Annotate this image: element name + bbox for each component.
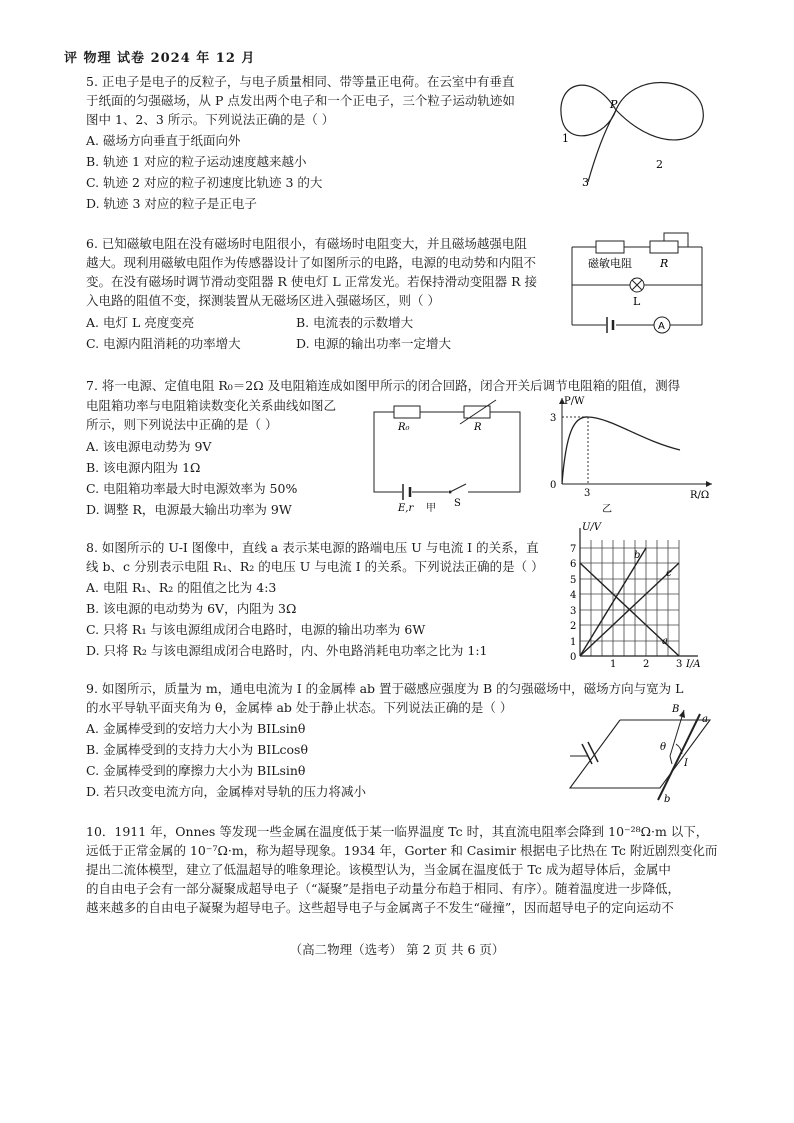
q8-x-tick: 1	[610, 659, 617, 668]
q7-r-label: R	[474, 422, 482, 433]
q7-option-a: A. 该电源电动势为 9V	[86, 439, 212, 454]
q8-y-tick: 4	[570, 590, 577, 601]
q5-option-c: C. 轨迹 2 对应的粒子初速度比轨迹 3 的大	[86, 175, 323, 190]
q9-theta-label: θ	[660, 742, 667, 753]
q8-uv-axis-label: U/V	[582, 522, 602, 533]
q7-rw-axis-label: R/Ω	[690, 490, 710, 501]
q8-ia-axis-label: I/A	[686, 659, 701, 668]
q7-line-1: 7. 将一电源、定值电阻 R₀＝2Ω 及电阻箱连成如图甲所示的闭合回路，闭合开关后调节电阻箱的阻值，测得	[86, 378, 681, 393]
q6-rheostat-label: R	[660, 257, 669, 270]
q7-switch-label: S	[454, 498, 461, 509]
q8-y-tick: 5	[570, 575, 577, 586]
q9-line-1: 9. 如图所示，质量为 m，通电电流为 I 的金属棒 ab 置于磁感应强度为 B 的匀强磁场中，磁场方向与宽为 L	[86, 681, 684, 696]
q8-option-b: B. 该电源的电动势为 6V，内阻为 3Ω	[86, 601, 297, 616]
q6-option-a: A. 电灯 L 亮度变亮	[86, 315, 195, 330]
q5-line-2: 于纸面的匀强磁场，从 P 点发出两个电子和一个正电子，三个粒子运动轨迹如	[86, 93, 515, 108]
q8-y-tick: 7	[570, 544, 577, 555]
q9-option-b: B. 金属棒受到的支持力大小为 BILcosθ	[86, 742, 308, 757]
q7-option-b: B. 该电源内阻为 1Ω	[86, 460, 201, 475]
q7-line-2: 电阻箱功率与电阻箱读数变化关系曲线如图乙	[86, 398, 337, 413]
q7-origin-label: 0	[550, 480, 557, 491]
q5-line-3: 图中 1、2、3 所示。下列说法正确的是（ ）	[86, 112, 335, 127]
q5-line-1: 5. 正电子是电子的反粒子，与电子质量相同、带等量正电荷。在云室中有垂直	[86, 74, 515, 89]
q7-fig-jia-label: 甲	[426, 503, 436, 514]
q8-ui-graph	[558, 520, 718, 668]
q8-y-tick: 2	[570, 621, 577, 632]
q9-end-b-label: b	[664, 794, 671, 805]
q9-option-a: A. 金属棒受到的安培力大小为 BILsinθ	[86, 721, 306, 736]
q9-end-a-label: a	[702, 714, 708, 725]
q7-power-curve-figure-yi	[540, 392, 720, 514]
q7-r0-label: R₀	[398, 422, 410, 433]
q6-lamp-label: L	[633, 295, 641, 308]
q10-line-3: 提出二流体模型，建立了低温超导的唯象理论。该模型认为，当金属在温度低于 Tc 成为超导体后，金属中	[86, 862, 671, 877]
q8-line-c-label: c	[666, 568, 672, 579]
q7-circuit-figure-jia	[368, 398, 528, 514]
q9-option-c: C. 金属棒受到的摩擦力大小为 BILsinθ	[86, 763, 306, 778]
q7-pw-axis-label: P/W	[564, 396, 585, 407]
q9-current-label: I	[684, 758, 688, 769]
q8-option-c: C. 只将 R₁ 与该电源组成闭合电路时，电源的输出功率为 6W	[86, 622, 426, 637]
q6-ammeter-label: A	[658, 321, 665, 332]
q10-line-4: 的自由电子会有一部分凝聚成超导电子（“凝聚”是指电子动量分布趋于相同、有序）。随着温度进一步降低，	[86, 881, 681, 896]
q6-magnetoresistor-label: 磁敏电阻	[588, 257, 632, 270]
q8-line-2: 线 b、c 分别表示电阻 R₁、R₂ 的电压 U 与电流 I 的关系。下列说法正确的是（ ）	[86, 559, 544, 574]
q10-line-5: 越来越多的自由电子凝聚为超导电子。这些超导电子与金属离子不发生“碰撞”，因而超导电子的定向运动不	[86, 900, 674, 915]
q8-line-1: 8. 如图所示的 U-I 图像中，直线 a 表示某电源的路端电压 U 与电流 I 的关系，直	[86, 540, 539, 555]
q8-option-a: A. 电阻 R₁、R₂ 的阻值之比为 4:3	[86, 580, 277, 595]
q8-line-b-label: b	[634, 550, 641, 561]
q5-option-b: B. 轨迹 1 对应的粒子运动速度越来越小	[86, 154, 307, 169]
q9-rail-figure	[560, 700, 730, 805]
q6-line-4: 入电路的阻值不变，探测装置从无磁场区进入强磁场区，则（ ）	[86, 293, 440, 308]
q10-line-2: 远低于正常金属的 10⁻⁷Ω·m，称为超导现象。1934 年，Gorter 和 Casimir 根据电子比热在 Tc 附近剧烈变化而	[86, 843, 718, 858]
q5-track-1-label: 1	[562, 132, 569, 145]
q9-b-field-label: B	[672, 704, 680, 715]
q8-x-tick: 2	[643, 659, 650, 668]
q5-track-3-label: 3	[582, 176, 589, 189]
q7-er-label: E,r	[398, 503, 414, 514]
q6-line-2: 越大。现利用磁敏电阻作为传感器设计了如图所示的电路，电源的电动势和内阻不	[86, 255, 537, 270]
q7-line-3: 所示，则下列说法中正确的是（ ）	[86, 417, 278, 432]
q6-option-d: D. 电源的输出功率一定增大	[296, 336, 452, 351]
q9-line-2: 的水平导轨平面夹角为 θ，金属棒 ab 处于静止状态。下列说法正确的是（ ）	[86, 700, 513, 715]
q6-line-1: 6. 已知磁敏电阻在没有磁场时电阻很小，有磁场时电阻变大，并且磁场越强电阻	[86, 236, 527, 251]
q5-track-2-label: 2	[656, 158, 663, 171]
q8-y-tick: 1	[570, 637, 577, 648]
q6-option-b: B. 电流表的示数增大	[296, 315, 414, 330]
page-footer: （高二物理（选考） 第 2 页 共 6 页）	[289, 942, 505, 957]
q7-y-tick-3: 3	[550, 413, 557, 424]
q8-y-tick: 0	[570, 652, 577, 663]
q7-x-tick-3: 3	[584, 488, 591, 499]
q5-trajectory-figure	[552, 72, 742, 197]
page-header: 评 物理 试卷 2024 年 12 月	[64, 51, 256, 66]
q7-option-d: D. 调整 R，电源最大输出功率为 9W	[86, 502, 292, 517]
q8-line-a-label: a	[662, 636, 668, 647]
q8-y-tick: 3	[570, 606, 577, 617]
q8-y-tick: 6	[570, 559, 577, 570]
q6-line-3: 变。在没有磁场时调节滑动变阻器 R 使电灯 L 正常发光。若保持滑动变阻器 R 接	[86, 274, 537, 289]
q9-option-d: D. 若只改变电流方向，金属棒对导轨的压力将减小	[86, 784, 367, 799]
q8-x-tick: 3	[676, 659, 683, 668]
q6-option-c: C. 电源内阻消耗的功率增大	[86, 336, 241, 351]
q5-option-a: A. 磁场方向垂直于纸面向外	[86, 133, 241, 148]
q10-line-1: 10．1911 年，Onnes 等发现一些金属在温度低于某一临界温度 Tc 时，其直流电阻率会降到 10⁻²⁸Ω·m 以下，	[86, 824, 709, 839]
q5-option-d: D. 轨迹 3 对应的粒子是正电子	[86, 196, 257, 211]
q5-point-p: P	[610, 98, 618, 111]
q7-option-c: C. 电阻箱功率最大时电源效率为 50%	[86, 481, 298, 496]
q6-circuit-figure	[562, 225, 712, 335]
q8-option-d: D. 只将 R₂ 与该电源组成闭合电路时，内、外电路消耗电功率之比为 1:1	[86, 643, 488, 658]
q7-fig-yi-label: 乙	[602, 504, 612, 514]
